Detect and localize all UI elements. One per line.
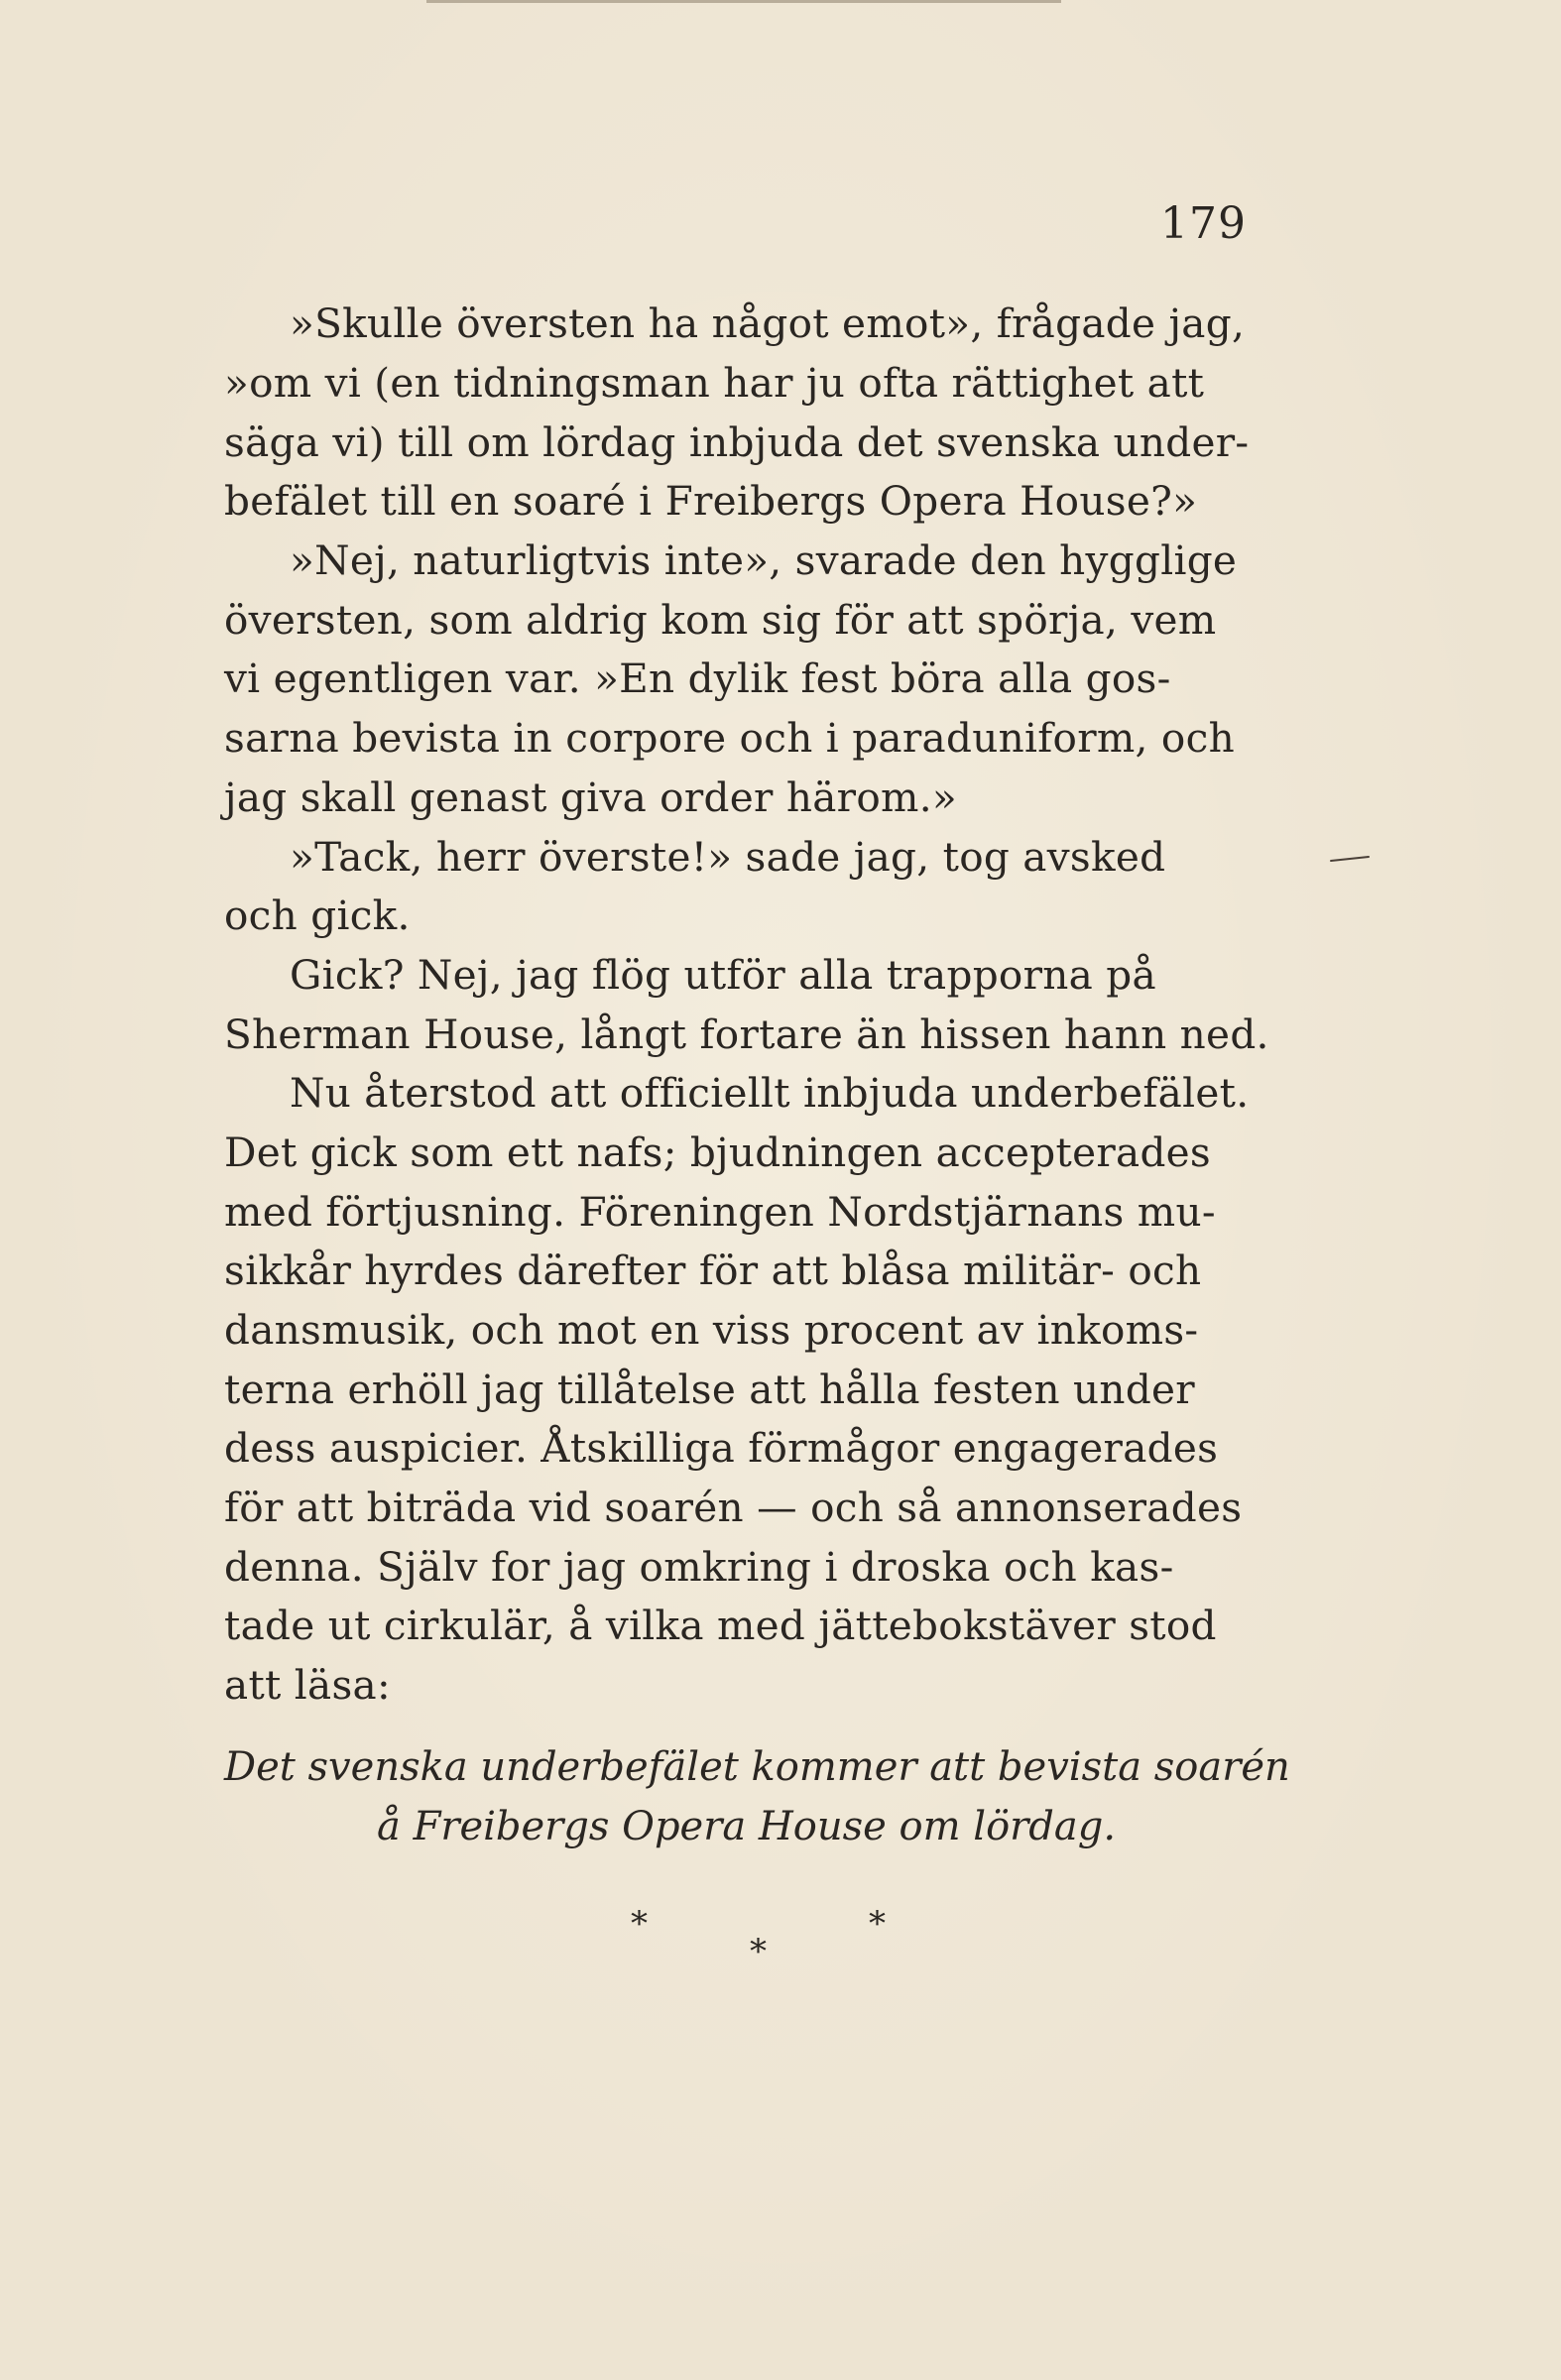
text-line-12: Gick? Nej, jag flög utför alla trapporna på — [290, 951, 1156, 999]
text-line-17: sikkår hyrdes därefter för att blåsa militär- och — [224, 1247, 1202, 1294]
text-line-13: Sherman House, långt fortare än hissen hann ned. — [224, 1011, 1269, 1058]
pencil-margin-mark-icon — [1329, 855, 1373, 863]
text-line-11: och gick. — [224, 892, 411, 939]
text-line-3: säga vi) till om lördag inbjuda det svenska under- — [224, 418, 1250, 466]
page-number: 179 — [1160, 198, 1247, 249]
text-line-6: översten, som aldrig kom sig för att spörja, vem — [224, 596, 1217, 644]
text-line-19: terna erhöll jag tillåtelse att hålla festen under — [224, 1366, 1195, 1413]
text-line-10: »Tack, herr överste!» sade jag, tog avsked — [290, 833, 1166, 881]
top-edge-rule — [426, 0, 1061, 3]
text-line-9: jag skall genast giva order härom.» — [224, 774, 957, 821]
text-line-4: befälet till en soaré i Freibergs Opera House?» — [224, 477, 1198, 525]
section-break-asterisk-2: * — [869, 1904, 886, 1944]
text-line-20: dess auspicier. Åtskilliga förmågor engagerades — [224, 1424, 1219, 1472]
text-line-7: vi egentligen var. »En dylik fest böra alla gos- — [224, 654, 1171, 702]
section-break-asterisk-3: * — [750, 1932, 767, 1971]
text-line-1: »Skulle översten ha något emot», frågade jag, — [290, 299, 1246, 347]
text-line-15: Det gick som ett nafs; bjudningen accepterades — [224, 1129, 1212, 1176]
text-line-23: tade ut cirkulär, å vilka med jättebokstäver stod — [224, 1602, 1217, 1649]
text-line-16: med förtjusning. Föreningen Nordstjärnans mu- — [224, 1188, 1216, 1236]
announcement-line-1: Det svenska underbefälet kommer att bevista soarén — [224, 1744, 1290, 1790]
text-line-2: »om vi (en tidningsman har ju ofta rättighet att — [224, 359, 1205, 407]
text-line-18: dansmusik, och mot en viss procent av inkoms- — [224, 1306, 1199, 1354]
section-break-asterisk-1: * — [631, 1904, 648, 1944]
text-line-8: sarna bevista in corpore och i paraduniform, och — [224, 714, 1235, 762]
text-line-24: att läsa: — [224, 1661, 391, 1709]
text-line-22: denna. Själv for jag omkring i droska och kas- — [224, 1543, 1174, 1591]
text-line-14: Nu återstod att officiellt inbjuda underbefälet. — [290, 1069, 1250, 1117]
text-line-21: för att biträda vid soarén — och så annonserades — [224, 1484, 1243, 1531]
announcement-line-2: å Freibergs Opera House om lördag. — [377, 1804, 1117, 1849]
text-line-5: »Nej, naturligtvis inte», svarade den hygglige — [290, 536, 1238, 584]
